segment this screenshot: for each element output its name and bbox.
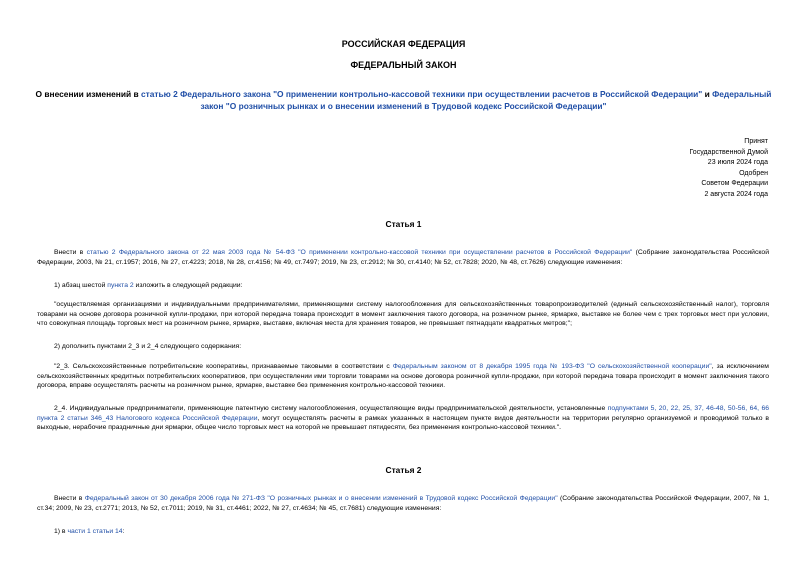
link-law-54fz[interactable]: статью 2 Федерального закона от 22 мая 2003 года № 54-ФЗ "О применении контрольно-кассовой техники при осуществлении расчетов в Российской Федерации": [86, 249, 633, 256]
article-1-paragraph-2: [37, 281, 769, 291]
text-fragment: , могут осуществлять расчеты в рамках указанных в настоящем пункте видов деятельности на территории регулярно организуемой и проводимой только в выходные, нерабочие праздничные дни ярмарки, общее число торговых мест на которой не превышает пятидесяти, без применения контрольно-кассовой техники.".: [37, 414, 769, 432]
text-fragment: изложить в следующей редакции:: [133, 282, 243, 289]
approved-date: 2 августа 2024 года: [704, 190, 768, 198]
title-mid: и: [702, 89, 713, 99]
article-1-paragraph-6: [37, 404, 769, 433]
text-fragment: , за исключением сельскохозяйственных кредитных потребительских кооперативов, при осуществлении ими торговли товарами на основе договора розничной купли-продажи, при которой передача товара происходит в момент заключения такого договора, вправе осуществлять расчеты на розничном рынке, ярмарке, выставке без применения контрольно-кассовой техники.: [37, 363, 769, 390]
text-fragment: (Собрание законодательства Российской Федерации, 2007, № 1, ст.34; 2009, № 23, ст.2771; 2013, № 52, ст.7011; 2019, № 31, ст.4461; 2022, № 27, ст.4634; № 45, ст.7681) следующие изменения:: [37, 495, 770, 512]
title-prefix: О внесении изменений в: [35, 89, 141, 99]
country-heading: РОССИЙСКАЯ ФЕДЕРАЦИЯ: [341, 39, 466, 49]
link-law-271fz[interactable]: Федеральный закон от 30 декабря 2006 года № 271-ФЗ "О розничных рынках и о внесении изменений в Трудовой кодекс Российской Федерации": [84, 495, 558, 502]
text-fragment: 1) абзац шестой: [54, 282, 108, 289]
title-link-article2[interactable]: статью 2 Федерального закона "О применении контрольно-кассовой техники при осуществлении расчетов в Российской Федерации": [140, 89, 703, 99]
approved-label: Одобрен: [739, 169, 768, 177]
text-fragment: Внести в: [54, 495, 85, 502]
article-1-paragraph-5: [37, 362, 769, 391]
link-point-2[interactable]: пункта 2: [107, 282, 134, 289]
law-type-heading: ФЕДЕРАЛЬНЫЙ ЗАКОН: [350, 60, 457, 70]
text-fragment: (Собрание законодательства Российской Федерации, 2003, № 21, ст.1957; 2016, № 27, ст.4223; 2018, № 28, ст.4156; № 49, ст.7497; 2019, № 23, ст.2912; № 30, ст.4140; № 52, ст.7828; 2020, № 48, ст.7626) следующие изменения:: [37, 249, 770, 266]
text-fragment: "2_3. Сельскохозяйственные потребительские кооперативы, признаваемые таковыми в соответствии с: [54, 363, 393, 370]
link-part-1-article-14[interactable]: части 1 статьи 14: [67, 528, 123, 535]
text-fragment: :: [122, 528, 125, 535]
article-1-paragraph-3: "осуществляемая организациями и индивидуальными предпринимателями, применяющими систему налогообложения для сельскохозяйственных товаропроизводителей (единый сельскохозяйственный налог), торговля товарами на основе договора розничной купли-продажи, при которой передача товара происходит в момент заключения такого договора, на розничном рынке, ярмарке, выставке не более чем с трех торговых мест при условии, что совокупная площадь торговых мест на розничном рынке, ярмарке, выставке, включая места для хранения товаров, не превышает пятнадцати квадратных метров;";: [37, 301, 769, 328]
link-tax-code[interactable]: подпунктами 5, 20, 22, 25, 37, 46-48, 50-56, 64, 66 пункта 2 статьи 346_43 Налогового кодекса Российской Федерации: [37, 405, 770, 422]
article-2-paragraph-1: [37, 494, 769, 513]
text-fragment: Внести в: [54, 249, 87, 256]
adopted-date: 23 июля 2024 года: [707, 159, 768, 166]
adoption-block: [689, 137, 768, 200]
approved-by: Советом Федерации: [701, 180, 768, 187]
law-title: [34, 88, 773, 112]
adopted-label: Принят: [744, 138, 768, 145]
title-link-retail-markets-law[interactable]: Федеральный закон "О розничных рынках и о внесении изменений в Трудовой кодекс Российской Федерации": [200, 89, 772, 112]
article-1-paragraph-1: [37, 248, 769, 267]
article-1-heading: Статья 1: [385, 219, 422, 229]
article-2-paragraph-2: [37, 527, 769, 537]
adopted-by: Государственной Думой: [689, 148, 768, 156]
article-2-heading: Статья 2: [385, 465, 422, 475]
text-fragment: 2_4. Индивидуальные предприниматели, применяющие патентную систему налогообложения, осуществляющие виды предпринимательской деятельности, установленные: [54, 405, 608, 412]
text-fragment: 1) в: [54, 528, 68, 535]
article-1-paragraph-4: 2) дополнить пунктами 2_3 и 2_4 следующего содержания:: [54, 343, 242, 350]
link-law-193fz[interactable]: Федеральным законом от 8 декабря 1995 года № 193-ФЗ "О сельскохозяйственной кооперации": [392, 363, 712, 370]
